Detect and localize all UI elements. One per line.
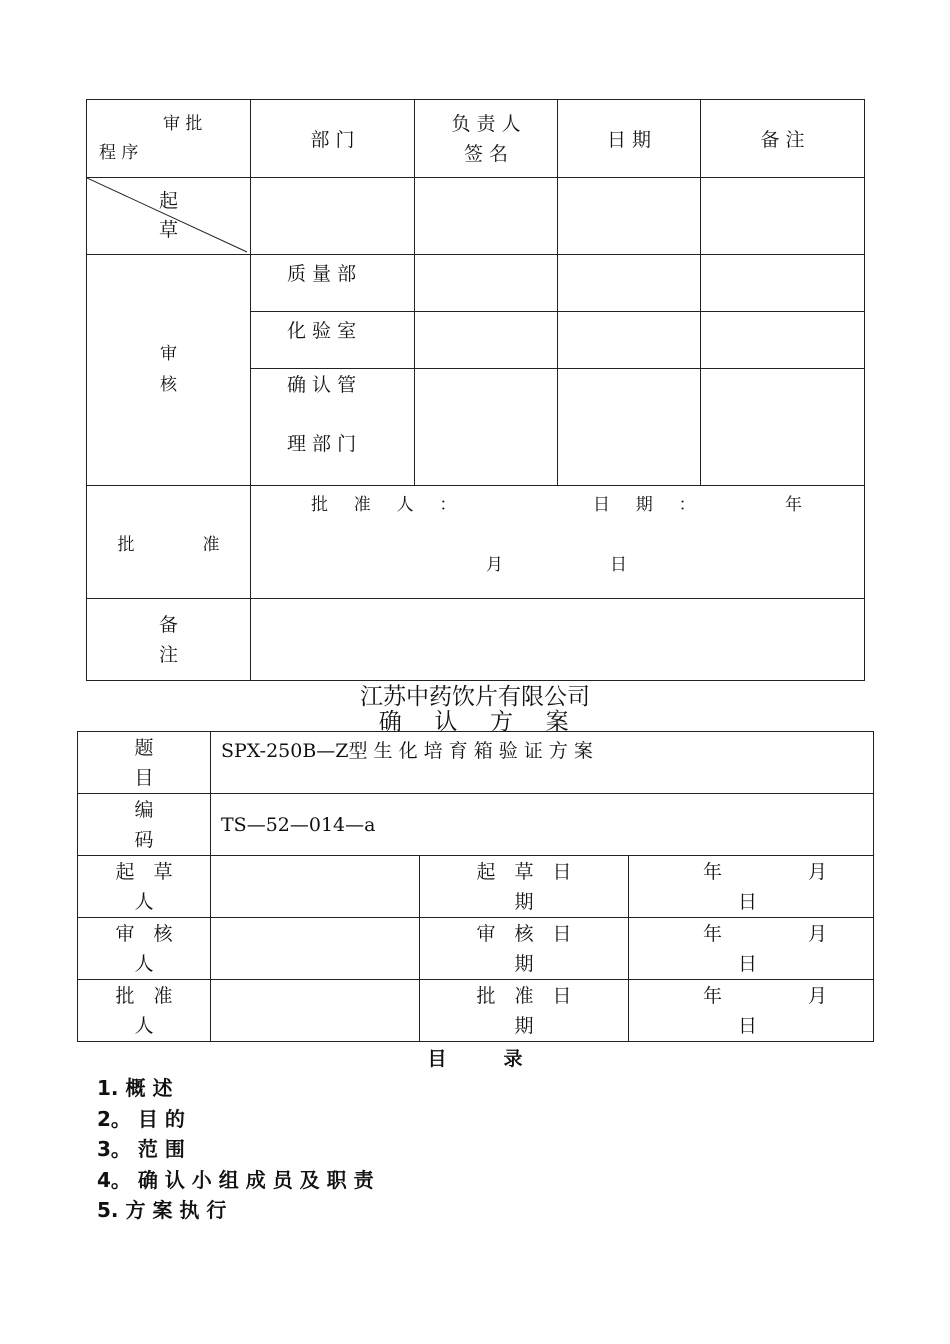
header-remark: 备 注 <box>701 100 865 178</box>
approve-row-year: 年 <box>703 984 723 1007</box>
approve-date-label: 日 期 ： <box>593 495 706 515</box>
review-remark-2 <box>701 312 865 369</box>
review-year: 年 <box>703 922 723 945</box>
remark-label-cell <box>87 599 251 681</box>
toc-item-team: 4。 确 认 小 组 成 员 及 职 责 <box>97 1167 374 1192</box>
draft-date-label-2: 期 <box>514 890 534 913</box>
drafter-label-cell <box>78 856 211 918</box>
header-signer-top: 负 责 人 <box>451 112 521 135</box>
approver-label: 批 准 人 ： <box>311 495 467 515</box>
info-table <box>77 731 874 1042</box>
table-row <box>78 918 874 980</box>
toc-list <box>97 1073 374 1226</box>
review-dept-validation <box>251 369 415 486</box>
subject-value: SPX-250B—Z型 生 化 培 育 箱 验 证 方 案 <box>211 732 874 794</box>
subject-label-1: 题 <box>134 736 154 759</box>
approve-date-value <box>629 980 874 1042</box>
subject-label-cell <box>78 732 211 794</box>
toc-item-purpose: 2。 目 的 <box>97 1106 185 1131</box>
review-label-cell <box>87 255 251 486</box>
remark-label-1: 备 <box>158 613 178 636</box>
review-signer-2 <box>415 312 558 369</box>
approve-row-day: 日 <box>738 1014 758 1037</box>
code-label-1: 编 <box>134 798 154 821</box>
approve-year: 年 <box>785 495 802 515</box>
draft-signer <box>415 178 558 255</box>
header-procedure-bottom: 程 序 <box>99 142 139 163</box>
approver-row-label-2: 人 <box>134 1014 154 1037</box>
subject-label-2: 目 <box>134 766 154 789</box>
review-month: 月 <box>808 922 828 945</box>
review-remark-1 <box>701 255 865 312</box>
table-row <box>78 856 874 918</box>
approve-label: 批 准 <box>87 486 251 599</box>
review-date-value <box>629 918 874 980</box>
remark-label-2: 注 <box>158 643 178 666</box>
remark-content <box>251 599 865 681</box>
approver-label-cell <box>78 980 211 1042</box>
approver-value <box>211 980 420 1042</box>
table-row <box>78 980 874 1042</box>
approval-table <box>86 99 865 681</box>
drafter-label-2: 人 <box>134 890 154 913</box>
review-date-label-1: 审 核 日 <box>476 922 572 945</box>
approve-date-label-2: 期 <box>514 1014 534 1037</box>
header-procedure-top: 审 批 <box>163 113 203 134</box>
code-label-2: 码 <box>134 828 154 851</box>
review-day: 日 <box>738 952 758 975</box>
review-date-2 <box>558 312 701 369</box>
draft-date-label-cell <box>420 856 629 918</box>
toc-title: 目 录 <box>427 1048 523 1070</box>
review-dept-lab: 化 验 室 <box>251 312 415 369</box>
review-dept-quality: 质 量 部 <box>251 255 415 312</box>
drafter-label-1: 起 草 <box>115 860 173 883</box>
review-date-label-cell <box>420 918 629 980</box>
approve-date-label-1: 批 准 日 <box>476 984 572 1007</box>
reviewer-label-1: 审 核 <box>115 922 173 945</box>
review-date-1 <box>558 255 701 312</box>
approve-row-month: 月 <box>808 984 828 1007</box>
approve-month: 月 <box>486 555 503 575</box>
draft-remark <box>701 178 865 255</box>
header-dept: 部 门 <box>251 100 415 178</box>
header-date: 日 期 <box>558 100 701 178</box>
toc-item-execution: 5. 方 案 执 行 <box>97 1198 227 1222</box>
code-label-cell <box>78 794 211 856</box>
reviewer-label-cell <box>78 918 211 980</box>
review-date-3 <box>558 369 701 486</box>
drafter-value <box>211 856 420 918</box>
review-dept3-line1: 确 认 管 <box>287 374 357 396</box>
draft-month: 月 <box>808 860 828 883</box>
draft-day: 日 <box>738 890 758 913</box>
draft-date-label-1: 起 草 日 <box>476 860 572 883</box>
reviewer-value <box>211 918 420 980</box>
draft-year: 年 <box>703 860 723 883</box>
reviewer-label-2: 人 <box>134 952 154 975</box>
toc-item-overview: 1. 概 述 <box>97 1076 173 1100</box>
draft-date-value <box>629 856 874 918</box>
document-type: 确 认 方 案 <box>378 709 582 735</box>
header-signer-cell <box>415 100 558 178</box>
review-date-label-2: 期 <box>514 952 534 975</box>
approve-day: 日 <box>610 555 627 575</box>
draft-dept <box>251 178 415 255</box>
approve-date-label-cell <box>420 980 629 1042</box>
review-remark-3 <box>701 369 865 486</box>
header-procedure-cell <box>87 100 251 178</box>
header-signer-bottom: 签 名 <box>463 142 509 165</box>
approver-row-label-1: 批 准 <box>115 984 173 1007</box>
company-name: 江苏中药饮片有限公司 <box>360 684 590 710</box>
review-signer-1 <box>415 255 558 312</box>
draft-label-1: 起 <box>158 190 178 212</box>
review-label-2: 核 <box>160 375 177 395</box>
draft-cell <box>87 178 251 255</box>
review-dept3-line2: 理 部 门 <box>287 433 357 455</box>
approve-content-cell <box>251 486 865 599</box>
review-label-1: 审 <box>160 344 177 364</box>
toc-item-scope: 3。 范 围 <box>97 1137 185 1161</box>
code-value: TS—52—014—a <box>211 794 874 856</box>
draft-label-2: 草 <box>158 219 178 241</box>
draft-date <box>558 178 701 255</box>
review-signer-3 <box>415 369 558 486</box>
